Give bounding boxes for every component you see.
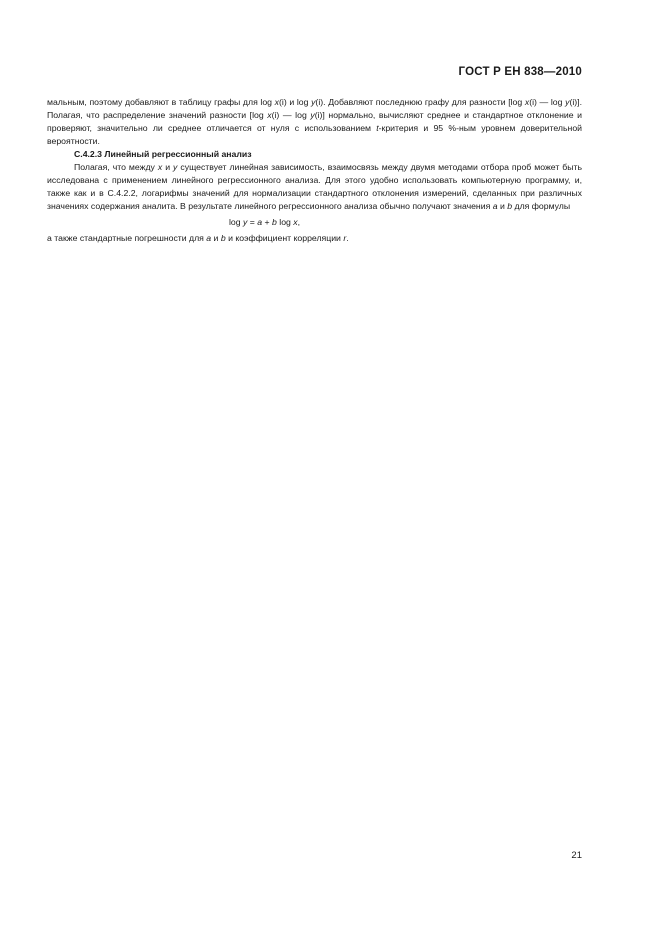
paragraph-continuation: мальным, поэтому добавляют в таблицу графы для log x(i) и log y(i). Добавляют последнюю графу для разности [log x(i) — log y(i)]. Полагая, что распределение значений разности [log x(i) — log y(i)] нормально, вычисляют среднее и стандартное отклонение и проверяют, значительно ли среднее отличается от нуля с использованием t-критерия и 95 %-ным уровнем доверительной вероятности. — [47, 97, 582, 146]
paragraph-regression: Полагая, что между x и y существует линейная зависимость, взаимосвязь между двумя методами отбора проб может быть исследована с применением линейного регрессионного анализа. Для этого удобно использовать компьютерную программу, и, также как и в С.4.2.2, логарифмы значений для нормализации стандартного отклонения измерений, сделанных при различных значениях содержания аналита. В результате линейного регрессионного анализа обычно получают значения a и b для формулы — [47, 162, 583, 211]
document-header — [459, 66, 582, 78]
document-body — [47, 96, 582, 245]
standard-code: ГОСТ Р ЕН 838—2010 — [458, 66, 582, 78]
paragraph-errors: а также стандартные погрешности для a и b и коэффициент корреляции r. — [47, 233, 349, 243]
regression-formula: log y = a + b log x, — [229, 217, 301, 227]
section-heading: С.4.2.3 Линейный регрессионный анализ — [74, 149, 252, 159]
page-number: 21 — [571, 850, 582, 861]
